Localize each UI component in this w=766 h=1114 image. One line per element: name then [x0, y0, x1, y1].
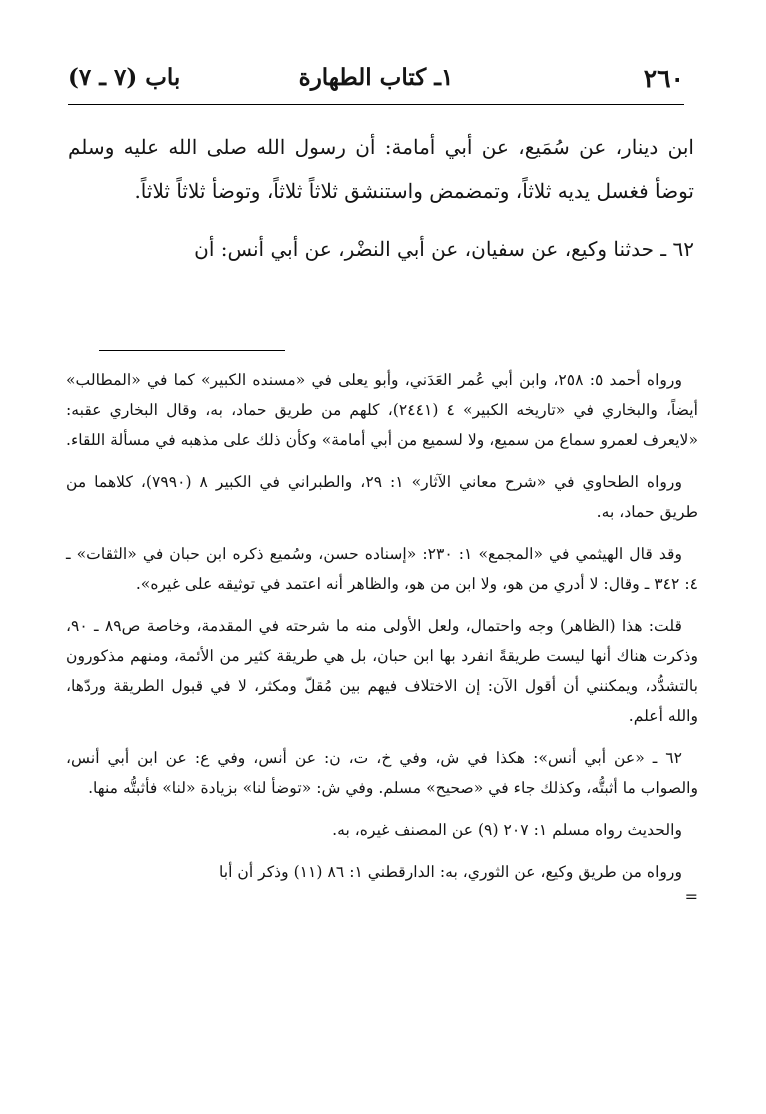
book-title: ١ـ كتاب الطهارة	[298, 64, 454, 91]
hadith-62-opening: ٦٢ ـ حدثنا وكيع، عن سفيان، عن أبي النضْر، عن أبي أنس: أن	[194, 237, 694, 261]
chapter-reference: باب (٧ ـ ٧)	[68, 64, 181, 91]
hadith-text-continued: ابن دينار، عن سُمَيع، عن أبي أمامة: أن رسول الله صلى الله عليه وسلم توضأ فغسل يديه ثلاثاً، وتمضمض واستنشق ثلاثاً ثلاثاً، وتوضأ ثلاثاً ثلاثاً.	[68, 135, 694, 203]
footnote-paragraph: ورواه أحمد ٥: ٢٥٨، وابن أبي عُمر العَدَني، وأبو يعلى في «مسنده الكبير» كما في «المطالب» أيضاً، والبخاري في «تاريخه الكبير» ٤ (٢٤٤١)، كلهم من طريق حماد، به، وقال البخاري عقبه: «لايعرف لعمرو سماع من سميع، ولا لسميع من أبي أمامة» وكأن ذلك على مذهبه في مسألة اللقاء.	[65, 371, 698, 449]
main-text	[68, 125, 694, 271]
page-number: ٢٦٠	[643, 64, 684, 93]
footnotes	[66, 365, 698, 907]
continuation-mark: =	[684, 887, 698, 906]
footnote-paragraph: ورواه من طريق وكيع، عن الثوري، به: الدارقطني ١: ٨٦ (١١) وذكر أن أبا	[218, 863, 682, 881]
footnote-paragraph: وقد قال الهيثمي في «المجمع» ١: ٢٣٠: «إسناده حسن، وسُميع ذكره ابن حبان في «الثقات» ـ ٤: ٣٤٢ ـ وقال: لا أدري من هو، ولا ابن من هو، والظاهر أنه اعتمد في توثيقه على غيره».	[66, 545, 698, 593]
footnote-paragraph: قلت: هذا (الظاهر) وجه واحتمال، ولعل الأولى منه ما شرحته في المقدمة، وخاصة ص٨٩ ـ ٩٠، وذكرت هناك أنها ليست طريقةً انفرد بها ابن حبان، بل هي طريقة كثير من الأئمة، ومنهم مذكورون بالتشدُّد، ويمكنني أن أقول الآن: إن الاختلاف فيهم بين مُقلّ ومكثر، لا في قبول الطريقة وردّها، والله أعلم.	[66, 617, 698, 725]
footnote-separator	[99, 350, 285, 351]
footnote-paragraph: ٦٢ ـ «عن أبي أنس»: هكذا في ش، وفي خ، ت، ن: عن أنس، وفي ع: عن ابن أبي أنس، والصواب ما أثبتُّه، وكذلك جاء في «صحيح» مسلم. وفي ش: «توضأ لنا» بزيادة «لنا» فأثبتُّه منها.	[66, 749, 698, 797]
footnote-paragraph: ورواه الطحاوي في «شرح معاني الآثار» ١: ٢٩، والطبراني في الكبير ٨ (٧٩٩٠)، كلاهما من طريق حماد، به.	[66, 473, 698, 521]
footnote-paragraph: والحديث رواه مسلم ١: ٢٠٧ (٩) عن المصنف غيره، به.	[332, 821, 682, 839]
running-header	[68, 58, 684, 105]
